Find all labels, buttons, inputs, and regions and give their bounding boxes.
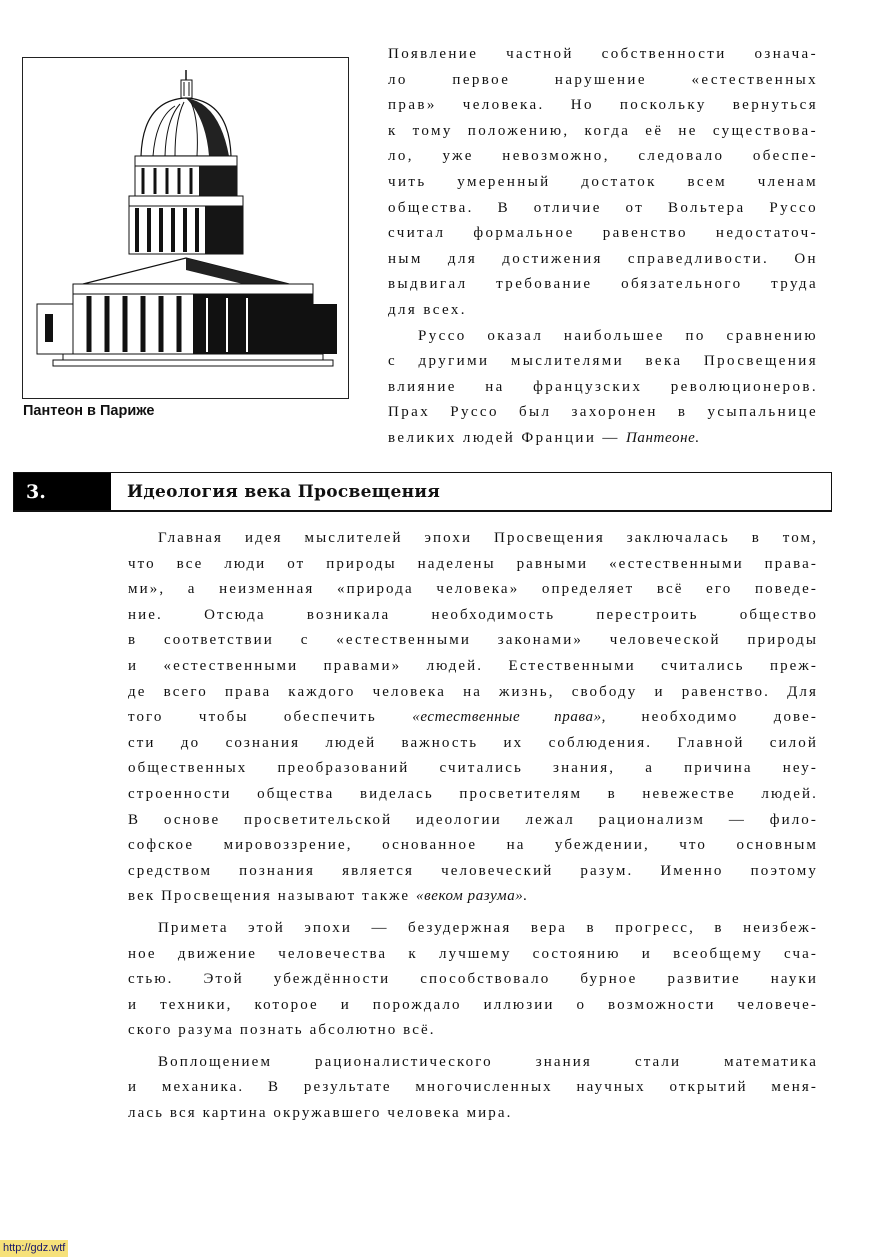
emphasis-text: Пантеоне. (625, 429, 700, 446)
section-header (13, 472, 832, 512)
text-line: что все люди от природы наделены равными «естественными права- (128, 555, 818, 572)
text-line: Руссо оказал наибольшее по сравнению (418, 327, 818, 344)
text-line: для всех. (388, 301, 467, 318)
text-line: Примета этой эпохи — безудержная вера в прогресс, в неизбеж- (158, 919, 818, 936)
text-line: ло, уже невозможно, следовало обеспе- (388, 148, 818, 165)
text-line: ное движение человечества к лучшему состоянию и всеобщему сча- (128, 945, 818, 962)
figure-caption: Пантеон в Париже (23, 403, 155, 419)
text-line (128, 884, 818, 910)
text-line: с другими мыслителями века Просвещения (388, 353, 818, 370)
text-line: софское мировоззрение, основанное на убеждении, что основным (128, 837, 818, 854)
intro-text (388, 42, 818, 452)
text-line: ло первое нарушение «естественных (388, 71, 818, 88)
text-line: прав» человека. Но поскольку вернуться (388, 97, 818, 114)
text-line: к тому положению, когда её не существова- (388, 122, 818, 139)
text-line: чить умеренный достаток всем членам (388, 173, 818, 190)
source-link[interactable]: http://gdz.wtf (0, 1240, 68, 1257)
text-line: ние. Отсюда возникала необходимость перестроить общество (128, 606, 818, 623)
text-line: Появление частной собственности означа- (388, 46, 818, 62)
text-line: общества. В отличие от Вольтера Руссо (388, 199, 818, 216)
text-line: сти до сознания людей важность их соблюдения. Главной силой (128, 734, 818, 751)
text-line: ми», а неизменная «природа человека» определяет всё его поведе- (128, 581, 818, 598)
text-line: средством познания является человеческий разум. Именно поэтому (128, 862, 818, 879)
text-line: лась вся картина окружавшего человека мира. (128, 1105, 513, 1122)
pantheon-illustration (22, 57, 349, 399)
text-line: де всего права каждого человека на жизнь, свободу и равенство. Для (128, 683, 818, 700)
text-segment: великих людей Франции — (388, 429, 620, 446)
text-line: общественных преобразований считались знания, а причина неу- (128, 760, 818, 777)
text-line: влияние на французских революционеров. (388, 378, 818, 395)
main-text (128, 526, 818, 1127)
text-line: ского разума познать абсолютно всё. (128, 1022, 436, 1039)
section-title: Идеология века Просвещения (127, 481, 441, 502)
text-line: ным для достижения справедливости. Он (388, 250, 818, 267)
text-segment: того чтобы обеспечить (128, 709, 377, 726)
pantheon-drawing (23, 58, 348, 398)
text-line: считал формальное равенство недостаточ- (388, 225, 818, 242)
emphasis-text: «веком разума». (416, 888, 528, 905)
text-segment: необходимо дове- (641, 709, 818, 726)
text-segment: век Просвещения называют также (128, 888, 411, 905)
text-line (128, 705, 818, 731)
text-line (388, 426, 818, 452)
emphasis-text: «естественные права», (412, 709, 607, 726)
text-line: стью. Этой убеждённости способствовало бурное развитие науки (128, 971, 818, 988)
text-line: Главная идея мыслителей эпохи Просвещения заключалась в том, (158, 530, 818, 546)
text-line: строенности общества виделась просветителям в невежестве людей. (128, 785, 818, 802)
text-line: выдвигал требование обязательного труда (388, 276, 818, 293)
section-number: 3. (14, 473, 111, 510)
text-line: и механика. В результате многочисленных научных открытий меня- (128, 1079, 818, 1096)
text-line: и техники, которое и порождало иллюзии о возможности человече- (128, 996, 818, 1013)
text-line: Прах Руссо был захоронен в усыпальнице (388, 404, 818, 421)
text-line: В основе просветительской идеологии лежал рационализм — фило- (128, 811, 818, 828)
text-line: Воплощением рационалистического знания стали математика (158, 1053, 818, 1070)
text-line: и «естественными правами» людей. Естественными считались преж- (128, 657, 818, 674)
text-line: в соответствии с «естественными законами» человеческой природы (128, 632, 818, 649)
